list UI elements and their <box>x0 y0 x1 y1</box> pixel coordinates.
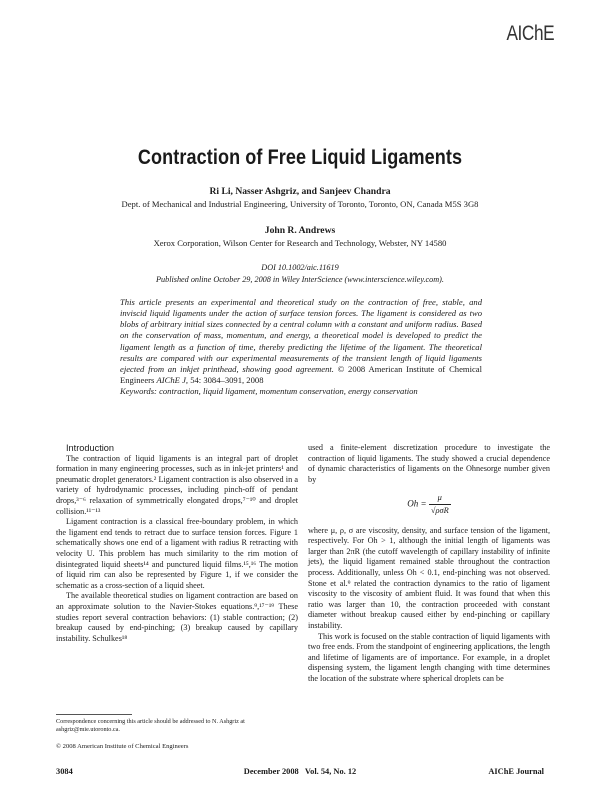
right-paragraph-1: used a finite-element discretization procedure to investigate the contraction of liquid ligaments. The study showed a crucial dependence of dynamic characteristics of ligaments on the Ohnesorge number given by <box>308 443 550 484</box>
right-column <box>308 443 550 684</box>
abstract <box>120 297 482 397</box>
equation-numerator: μ <box>429 493 451 505</box>
intro-paragraph-3: The available theoretical studies on ligament contraction are based on an approximate solution to the Navier-Stokes equations.⁹,¹⁷⁻¹⁹ These studies report several contraction behaviors: (1) stable contraction; (2) breakup caused by end-pinching; (3) breakup caused by capillary instability. Schulkes¹⁸ <box>56 591 298 643</box>
footer-page-number: 3084 <box>56 767 73 776</box>
footer-journal: AIChE Journal <box>488 767 544 776</box>
abstract-copyright: © 2008 American Institute of Chemical Engineers <box>120 363 483 386</box>
footer-issue: December 2008 Vol. 54, No. 12 <box>243 767 357 776</box>
right-paragraph-3: This work is focused on the stable contraction of liquid ligaments with two free ends. From the standpoint of engineering applications, the length and lifetime of ligaments are of importance. For example, in a droplet dispensing system, the ligament length changing with time determines the location of the substrate where spherical droplets can be <box>308 631 550 683</box>
section-heading-introduction: Introduction <box>66 443 115 453</box>
equation-denominator: √ρσR <box>430 505 449 515</box>
abstract-keywords: Keywords: contraction, liquid ligament, momentum conservation, energy conservation <box>120 386 418 397</box>
doi-line: DOI 10.1002/aic.11619 <box>261 263 339 272</box>
affiliation-secondary: Xerox Corporation, Wilson Center for Research and Technology, Webster, NY 14580 <box>153 238 447 248</box>
copyright-line: © 2008 American Institute of Chemical Engineers <box>56 743 189 750</box>
footnote-rule <box>56 714 132 715</box>
article-title: Contraction of Free Liquid Ligaments <box>137 146 463 169</box>
journal-logo: AIChE <box>506 22 554 45</box>
equation-fraction <box>429 493 451 516</box>
intro-paragraph-1: The contraction of liquid ligaments is an integral part of droplet formation in many engineering processes, such as in ink-jet printers¹ and pneumatic droplet generators.² Ligament contraction is also observed in a variety of hydrodynamic processes, including pinch-off of pendant drops,³⁻⁶ relaxation of symmetrically elongated drops,⁷⁻¹⁰ and droplet collision.¹¹⁻¹³ <box>56 453 298 516</box>
intro-paragraph-2: Ligament contraction is a classical free-boundary problem, in which the ligament end tends to retract due to surface tension forces. Figure 1 schematically shows one end of a ligament with radius R retracting with velocity U. This problem has much similarity to the rim motion of disintegrated liquid sheets¹⁴ and punctured liquid films.¹⁵,¹⁶ The motion of liquid rim can also be represented by Figure 1, if we consider the schematic as a cross-section of a liquid sheet. <box>56 517 298 590</box>
abstract-body: This article presents an experimental and theoretical study on the contraction of free, stable, and inviscid liquid ligaments under the action of surface tension forces. The ligament is considered as two blobs of arbitrary initial sizes connected by a central column with a constant and uniform radius. Based on the conservation of mass, momentum, and energy, a theoretical model is developed to predict the ligament length as a function of time, thereby predicting the lifetime of the ligament. The theoretical results are compared with our experimental measurements of the transient length of liquid ligaments ejected from an inkjet printhead, showing good agreement. <box>120 297 482 374</box>
authors-secondary: John R. Andrews <box>264 225 336 236</box>
abstract-citation: 54: 3084–3091, 2008 <box>190 375 264 386</box>
published-line: Published online October 29, 2008 in Wiley InterScience (www.interscience.wiley.com). <box>156 275 444 284</box>
left-column <box>56 443 298 644</box>
equation-lhs: Oh = <box>407 499 427 510</box>
affiliation-primary: Dept. of Mechanical and Industrial Engineering, University of Toronto, Toronto, ON, Canada M5S 3G8 <box>121 199 479 209</box>
correspondence-footnote: Correspondence concerning this article should be addressed to N. Ashgriz at ashgriz@mie.utoronto.ca. <box>56 718 245 734</box>
abstract-citation-journal: AIChE J, <box>156 375 189 386</box>
authors-primary: Ri Li, Nasser Ashgriz, and Sanjeev Chandra <box>209 186 391 197</box>
right-paragraph-2: where μ, ρ, σ are viscosity, density, and surface tension of the ligament, respectively. For Oh > 1, although the initial length of ligaments was larger than 2πR (the cutoff wavelength of capillary instability of infinite jets), the liquid ligament remained stable throughout the contraction process. Additionally, unless Oh < 0.1, end-pinching was not observed. Stone et al.⁹ related the contraction dynamics to the ratio of ligament viscosity to the viscosity of ambient fluid. It was found that when this ratio was larger than 10, the contraction proceeded with constant diameter without breakup caused either by end-pinching or capillary instability. <box>308 525 550 630</box>
ohnesorge-equation <box>308 493 550 516</box>
